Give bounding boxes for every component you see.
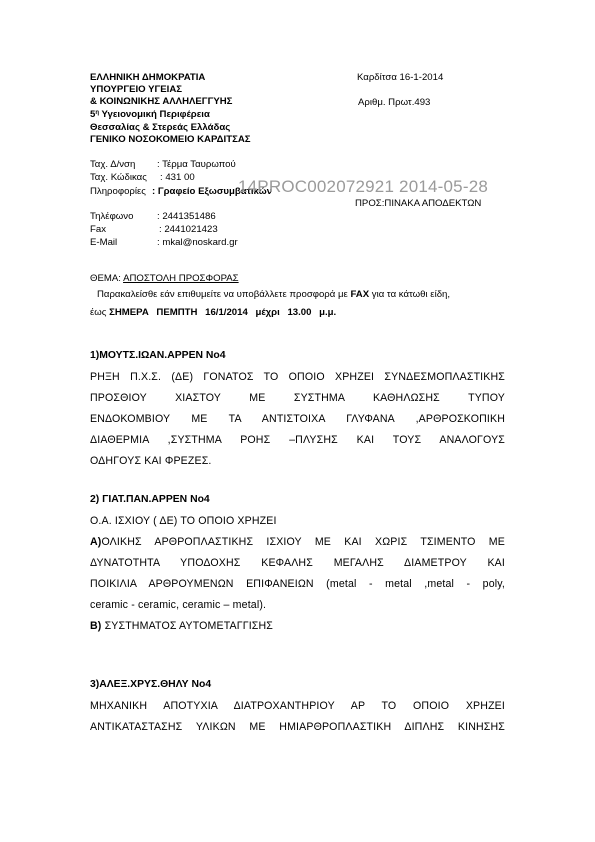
section-2-a-text: ΟΛΙΚΗΣ ΑΡΘΡΟΠΛΑΣΤΙΚΗΣ ΙΣΧΙΟΥ ΜΕ ΚΑΙ ΧΩΡΙΣ ΤΣΙΜΕΝΤΟ ΜΕ xyxy=(101,536,505,548)
subject-title: ΑΠΟΣΤΟΛΗ ΠΡΟΣΦΟΡΑΣ xyxy=(123,273,239,284)
ministry-name-2: & ΚΟΙΝΩΝΙΚΗΣ ΑΛΛΗΛΕΓΓΥΗΣ xyxy=(90,96,233,107)
subject-request xyxy=(97,289,450,301)
section-1-line-2: ΠΡΟΣΘΙΟΥ ΧΙΑΣΤΟΥ ΜΕ ΣΥΣΤΗΜΑ ΚΑΘΗΛΩΣΗΣ ΤΥΠΟΥ xyxy=(90,392,505,404)
section-1-line-5: ΟΔΗΓΟΥΣ ΚΑΙ ΦΡΕΖΕΣ. xyxy=(90,455,212,467)
health-region xyxy=(90,109,210,120)
subject-line xyxy=(90,273,239,285)
subject-request-post: για τα κάτωθι είδη, xyxy=(369,289,451,300)
section-3-line-1: ΜΗΧΑΝΙΚΗ ΑΠΟΤΥΧΙΑ ΔΙΑΤΡΟΧΑΝΤΗΡΙΟΥ ΑΡ ΤΟ ΟΠΟΙΟ ΧΡΗΖΕΙ xyxy=(90,700,505,712)
contact-phone-label: Τηλέφωνο xyxy=(90,211,134,222)
subject-deadline xyxy=(90,307,336,319)
region-subtitle: Θεσσαλίας & Στερεάς Ελλάδας xyxy=(90,122,231,133)
section-2-a-line-3: ΠΟΙΚΙΛΙΑ ΑΡΘΡΟΥΜΕΝΩΝ ΕΠΙΦΑΝΕΙΩΝ (metal - metal ,metal - poly, xyxy=(90,578,505,590)
subject-request-fax: FAX xyxy=(350,289,370,300)
section-1-line-1: ΡΗΞΗ Π.Χ.Σ. (ΔΕ) ΓΟΝΑΤΟΣ ΤΟ ΟΠΟΙΟ ΧΡΗΖΕΙ ΣΥΝΔΕΣΜΟΠΛΑΣΤΙΚΗΣ xyxy=(90,371,505,383)
section-1-line-4: ΔΙΑΘΕΡΜΙΑ ,ΣΥΣΤΗΜΑ ΡΟΗΣ –ΠΛΥΣΗΣ ΚΑΙ ΤΟΥΣ ΑΝΑΛΟΓΟΥΣ xyxy=(90,434,505,446)
place-date: Καρδίτσα 16-1-2014 xyxy=(357,72,444,83)
section-1-title: 1)ΜΟΥΤΣ.ΙΩΑΝ.ΑΡΡΕΝ Νο4 xyxy=(90,350,226,361)
contact-info-value: : Γραφείο Εξωσυμβατικών xyxy=(152,186,273,197)
contact-info-label: Πληροφορίες xyxy=(90,186,146,197)
ministry-name: ΥΠΟΥΡΓΕΙΟ ΥΓΕΙΑΣ xyxy=(90,84,183,95)
hospital-name: ΓΕΝΙΚΟ ΝΟΣΟΚΟΜΕΙΟ ΚΑΡΔΙΤΣΑΣ xyxy=(90,134,251,145)
subject-request-pre: Παρακαλείσθε εάν επιθυμείτε να υποβάλλετε προσφορά με xyxy=(97,289,351,300)
health-region-text: Υγειονομική Περιφέρεια xyxy=(99,109,210,120)
contact-fax-label: Fax xyxy=(90,224,106,235)
section-2-intro: Ο.Α. ΙΣΧΙΟΥ ( ΔΕ) ΤΟ ΟΠΟΙΟ ΧΡΗΖΕΙ xyxy=(90,515,277,527)
org-name: ΕΛΛΗΝΙΚΗ ΔΗΜΟΚΡΑΤΙΑ xyxy=(90,72,206,83)
contact-email-label: E-Mail xyxy=(90,237,118,248)
section-3-title: 3)ΑΛΕΞ.ΧΡΥΣ.ΘΗΛΥ Νο4 xyxy=(90,679,212,690)
section-1-line-3: ΕΝΔΟΚΟΜΒΙΟΥ ΜΕ ΤΑ ΑΝΤΙΣΤΟΙΧΑ ΓΛΥΦΑΝΑ ,ΑΡΘΡΟΣΚΟΠΙΚΗ xyxy=(90,413,505,425)
health-region-sup: η xyxy=(95,110,100,116)
section-2-b-text: ΣΥΣΤΗΜΑΤΟΣ ΑΥΤΟΜΕΤΑΓΓΙΣΗΣ xyxy=(101,620,274,632)
protocol-number: Αριθμ. Πρωτ.493 xyxy=(358,97,431,108)
section-2-b xyxy=(90,620,273,632)
contact-zip-label: Ταχ. Κώδικας xyxy=(90,172,147,183)
contact-phone-value: : 2441351486 xyxy=(157,211,216,222)
watermark: 14PROC002072921 2014-05-28 xyxy=(238,177,488,196)
section-2-b-label: Β) xyxy=(90,620,102,632)
subject-label: ΘΕΜΑ: xyxy=(90,273,124,284)
section-3-line-2: ΑΝΤΙΚΑΤΑΣΤΑΣΗΣ ΥΛΙΚΩΝ ΜΕ ΗΜΙΑΡΘΡΟΠΛΑΣΤΙΚΗ ΔΙΠΛΗΣ ΚΙΝΗΣΗΣ xyxy=(90,721,505,733)
subject-deadline-pre: έως xyxy=(90,307,110,318)
subject-deadline-text: ΣΗΜΕΡΑ ΠΕΜΠΤΗ 16/1/2014 μέχρι 13.00 μ.μ. xyxy=(109,307,337,318)
section-2-a-line-1 xyxy=(90,536,505,548)
recipients: ΠΡΟΣ:ΠΙΝΑΚΑ ΑΠΟΔΕΚΤΩΝ xyxy=(355,198,482,209)
section-2-a-line-4: ceramic - ceramic, ceramic – metal). xyxy=(90,599,267,611)
section-2-title: 2) ΓΙΑΤ.ΠΑΝ.ΑΡΡΕΝ Νο4 xyxy=(90,494,210,505)
section-2-a-label: Α) xyxy=(90,536,102,548)
contact-zip-value: : 431 00 xyxy=(160,172,195,183)
contact-fax-value: : 2441021423 xyxy=(159,224,218,235)
contact-email-value: : mkal@noskard.gr xyxy=(157,237,238,248)
contact-address-label: Ταχ. Δ/νση xyxy=(90,159,136,170)
contact-address-value: : Τέρμα Ταυρωπού xyxy=(157,159,236,170)
section-2-a-line-2: ΔΥΝΑΤΟΤΗΤΑ ΥΠΟΔΟΧΗΣ ΚΕΦΑΛΗΣ ΜΕΓΑΛΗΣ ΔΙΑΜΕΤΡΟΥ ΚΑΙ xyxy=(90,557,505,569)
health-region-number: 5 xyxy=(90,109,96,120)
